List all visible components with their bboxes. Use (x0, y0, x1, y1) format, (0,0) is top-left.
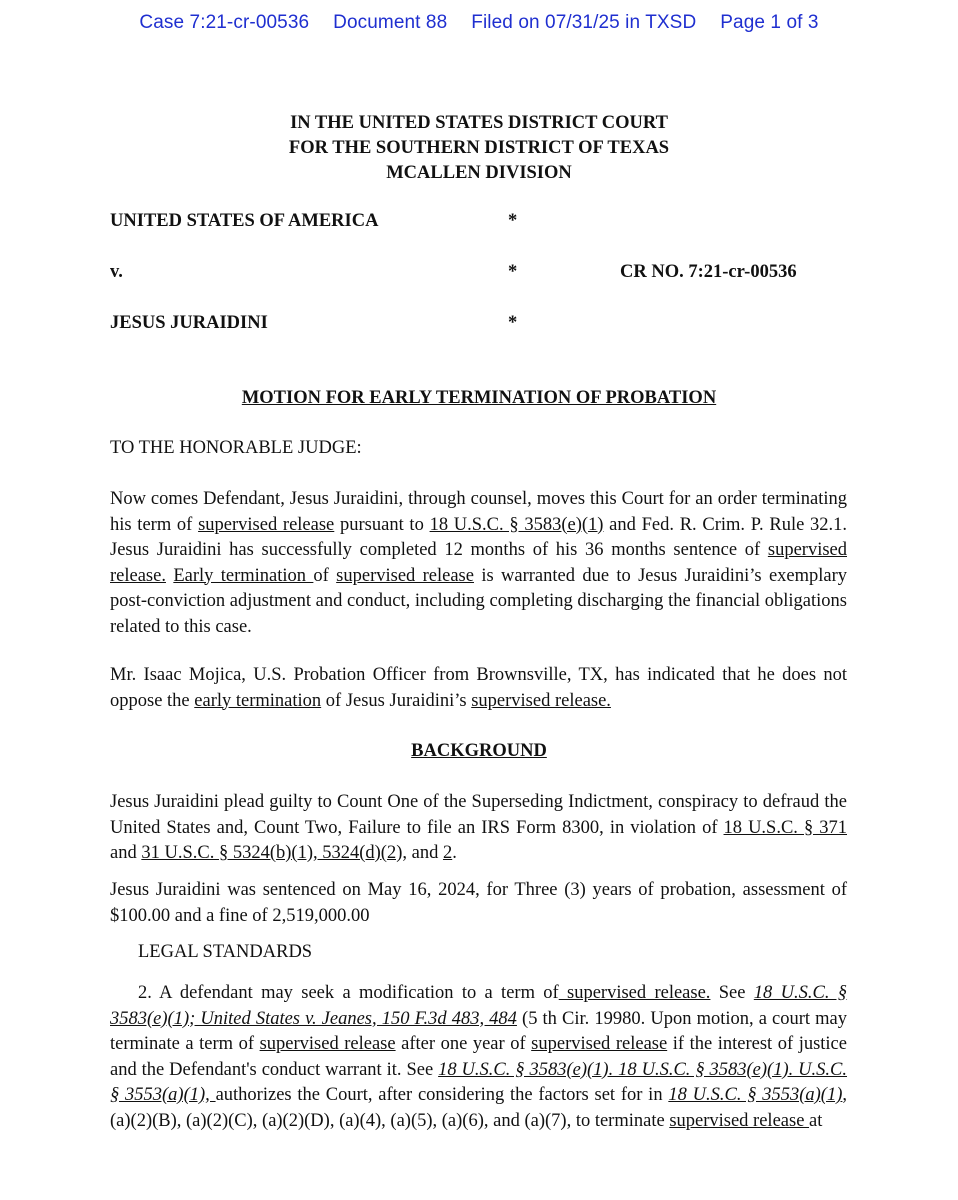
text-run: at (809, 1110, 823, 1131)
ecf-case-number: Case 7:21-cr-00536 (139, 12, 310, 33)
motion-title: MOTION FOR EARLY TERMINATION OF PROBATION (241, 388, 717, 408)
ecf-page-count: Page 1 of 3 (720, 12, 819, 33)
link-supervised-release[interactable]: supervised release (669, 1110, 810, 1131)
ecf-filed-date: Filed on 07/31/25 in TXSD (471, 12, 697, 33)
link-statute-2[interactable]: 2 (442, 843, 453, 863)
text-run: pursuant to (334, 514, 430, 535)
caption-case-number: CR NO. 7:21-cr-00536 (620, 262, 797, 282)
link-supervised-release[interactable]: supervised release. (471, 690, 611, 711)
text-run: and (407, 843, 443, 863)
link-supervised-release[interactable]: supervised release (198, 514, 335, 535)
text-run: See (710, 983, 754, 1003)
text-run: if the interest of justice and the Defendant's conduct warrant it. See (110, 1034, 847, 1080)
ecf-document-number: Document 88 (333, 12, 448, 33)
salutation: TO THE HONORABLE JUDGE: (110, 438, 362, 458)
paragraph-motion (110, 487, 847, 640)
link-citation-3583-3553[interactable]: 18 U.S.C. § 3583(e)(1). 18 U.S.C. § 3583(e)(1). U.S.C. § 3553(a)(1), (110, 1059, 848, 1105)
link-citation-3553a1[interactable]: 18 U.S.C. § 3553(a)(1) (668, 1085, 843, 1105)
text-run: , (a)(2)(B), (a)(2)(C), (a)(2)(D), (a)(4), (a)(5), (a)(6), and (a)(7), to terminate (110, 1085, 848, 1131)
caption-defendant: JESUS JURAIDINI (110, 313, 268, 333)
text-run: after one year of (395, 1034, 532, 1054)
link-supervised-release[interactable]: supervised release (336, 565, 474, 586)
legal-standards-heading: LEGAL STANDARDS (138, 942, 313, 962)
paragraph-legal-standards (110, 981, 847, 1134)
caption-star-1: * (508, 211, 518, 231)
text-run: is warranted due to Jesus Juraidini’s exemplary post-conviction adjustment and conduct, including completing discharging the financial obligations related to this case. (110, 565, 848, 637)
text-run: Mr. Isaac Mojica, U.S. Probation Officer from Brownsville, TX, has indicated that he does not oppose the (110, 665, 847, 711)
text-run: 2. A defendant may seek a modification to a term of (138, 983, 559, 1003)
text-run: of (313, 565, 337, 586)
text-run: Jesus Juraidini plead guilty to Count One of the Superseding Indictment, conspiracy to defraud the United States and, Count Two, Failure to file an IRS Form 8300, in violation of (110, 792, 847, 838)
caption-star-3: * (508, 313, 518, 333)
link-early-termination[interactable]: Early termination (173, 565, 314, 586)
court-line-3: MCALLEN DIVISION (386, 163, 572, 183)
link-supervised-release[interactable]: supervised release. (110, 540, 847, 586)
text-run: . (452, 843, 457, 863)
text-run: and (110, 843, 142, 863)
link-18-usc-371[interactable]: 18 U.S.C. § 371 (723, 817, 847, 838)
link-early-termination[interactable]: early termination (194, 690, 322, 711)
link-18-usc-3583e1[interactable]: 18 U.S.C. § 3583(e)(1) (429, 514, 604, 535)
text-run: (5 th Cir. 19980. Upon motion, a court may terminate a term of (110, 1008, 847, 1054)
paragraph-probation-officer (110, 663, 847, 714)
court-line-1: IN THE UNITED STATES DISTRICT COURT (290, 113, 668, 133)
link-31-usc-5324[interactable]: 31 U.S.C. § 5324(b)(1), 5324(d)(2), (141, 843, 407, 863)
text-run: Now comes Defendant, Jesus Juraidini, through counsel, moves this Court for an order terminating his term of (110, 489, 847, 535)
link-supervised-release[interactable]: supervised release (531, 1034, 668, 1054)
text-run: of Jesus Juraidini’s (321, 690, 472, 711)
text-run: and Fed. R. Crim. P. Rule 32.1. Jesus Juraidini has successfully completed 12 months of his 36 months sentence of (110, 514, 848, 560)
caption-star-2: * (508, 262, 518, 282)
text-run: authorizes the Court, after considering the factors set for in (215, 1085, 669, 1105)
paragraph-plea (110, 790, 847, 867)
ecf-filing-header (0, 12, 958, 34)
court-heading (0, 111, 958, 186)
link-supervised-release[interactable]: supervised release (259, 1034, 396, 1054)
link-citation-jeanes[interactable]: 18 U.S.C. § 3583(e)(1); United States v. Jeanes, 150 F.3d 483, 484 (110, 983, 848, 1029)
link-supervised-release[interactable]: supervised release. (558, 983, 711, 1003)
court-line-2: FOR THE SOUTHERN DISTRICT OF TEXAS (288, 138, 670, 158)
caption-versus: v. (110, 262, 123, 282)
caption-plaintiff: UNITED STATES OF AMERICA (110, 211, 379, 231)
background-heading: BACKGROUND (411, 741, 547, 761)
paragraph-sentence: Jesus Juraidini was sentenced on May 16, 2024, for Three (3) years of probation, assessment of $100.00 and a fine of 2,519,000.00 (110, 880, 847, 926)
